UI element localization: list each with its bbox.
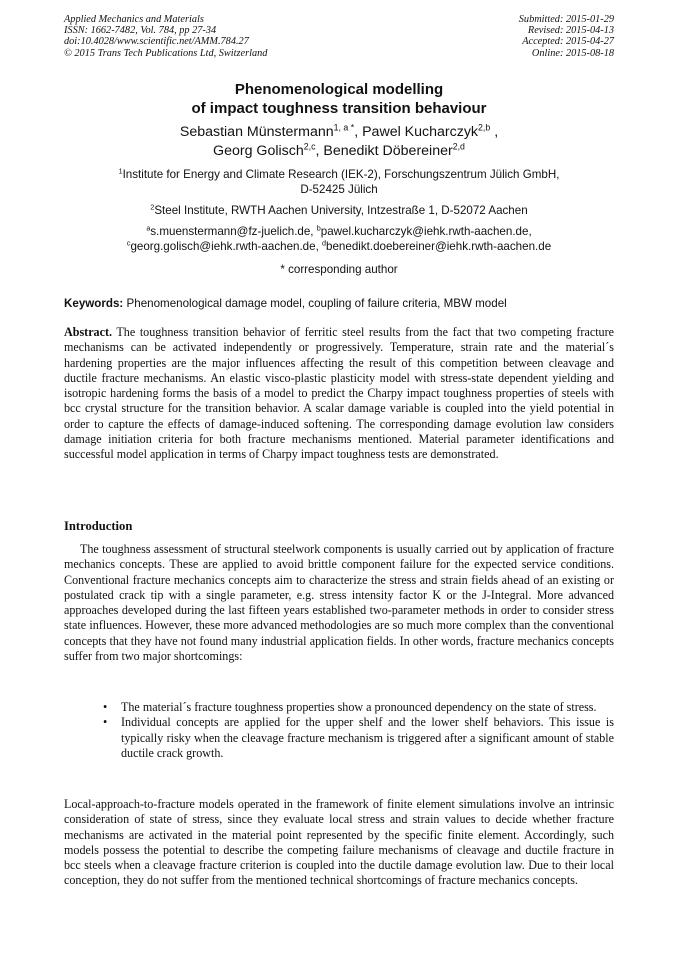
email-link[interactable]: benedikt.doebereiner@iehk.rwth-aachen.de <box>326 240 552 253</box>
copyright: © 2015 Trans Tech Publications Ltd, Switzerland <box>64 47 268 59</box>
affil-mark: 2 <box>150 202 155 212</box>
revised-date: Revised: 2015-04-13 <box>527 25 614 37</box>
author-affil-mark: 2,d <box>452 141 465 152</box>
keywords-label: Keywords: <box>64 297 124 310</box>
doi: doi:10.4028/www.scientific.net/AMM.784.27 <box>64 36 249 48</box>
abstract-text: The toughness transition behavior of ferritic steel results from the fact that two competing fracture mechanisms can be activated independently or progressively. Temperature, strain rate and the material´s hardening properties are the major influences affecting the result of this competition between cleavage and ductile fracture mechanisms. An elastic visco-plastic plasticity model with stress-state dependent yielding and isotropic hardening forms the basis of a model to predict the Charpy impact toughness properties of steels with bcc crystal structure for the transition behavior. A scalar damage variable is coupled into the yield potential in order to capture the effects of damage-induced softening. The corresponding damage evolution law considers damage initiation criteria for both fracture mechanisms mentioned. Material parameter identifications and successful model application in terms of Charpy impact toughness tests are demonstrated. <box>64 325 615 462</box>
affil-mark: 1 <box>118 166 123 176</box>
abstract-label: Abstract. <box>64 325 113 339</box>
abstract <box>64 325 614 463</box>
author-name: Sebastian Münstermann <box>179 124 334 140</box>
keywords-text: Phenomenological damage model, coupling of failure criteria, MBW model <box>126 297 507 310</box>
affil-city: D-52425 Jülich <box>300 183 378 196</box>
bullet-icon: • <box>103 700 108 714</box>
email-mark: c <box>126 238 131 248</box>
affiliation-1 <box>60 167 618 197</box>
journal-header-left <box>64 14 267 59</box>
submitted-date: Submitted: 2015-01-29 <box>518 14 614 25</box>
author-name: Benedikt Döbereiner <box>323 143 453 159</box>
intro-paragraph-2: Local-approach-to-fracture models operated in the framework of finite element simulations involve an intrinsic consideration of state of stress, since they evaluate local stress and strain values to decide whether fracture mechanisms are activated in the material point represented by the specific finite element. Accordingly, such models possess the potential to describe the competing failure mechanisms of cleavage and ductile fracture in bcc steels when a cleavage fracture criterion is coupled into the ductile damage evolution law. Due to their local conception, they do not suffer from the mentioned technical shortcomings of fracture mechanics concepts. <box>64 797 614 888</box>
issn-volume: ISSN: 1662-7482, Vol. 784, pp 27-34 <box>64 25 217 37</box>
section-heading-introduction: Introduction <box>64 519 133 533</box>
email-list <box>60 224 618 254</box>
list-item <box>64 715 614 761</box>
paper-title <box>0 80 678 118</box>
authors-line-1: Sebastian Münstermann$^{1, a *}$, Pawel Kucharczyk$^{2,b}$ , <box>179 122 499 140</box>
email-mark: d <box>322 238 327 248</box>
journal-header-right <box>519 14 614 59</box>
author-affil-mark: 2,c <box>303 141 316 152</box>
shortcomings-list <box>64 700 614 761</box>
author-name: Georg Golisch <box>213 143 304 159</box>
author-name: Pawel Kucharczyk <box>362 124 479 140</box>
list-item-text: The material´s fracture toughness properties show a pronounced dependency on the state of stress. <box>121 700 597 714</box>
author-affil-mark: 2,b <box>478 122 491 133</box>
bullet-icon: • <box>103 715 108 730</box>
email-mark: a <box>146 223 151 233</box>
author-list <box>0 123 678 161</box>
list-item-text: Individual concepts are applied for the upper shelf and the lower shelf behaviors. This issue is typically risky when the cleavage fracture mechanism is triggered after a significant amount of stable ductile crack growth. <box>121 715 614 760</box>
intro-paragraph-1: The toughness assessment of structural steelwork components is usually carried out by application of fracture mechanics concepts. These are applied to avoid brittle component failure for the expected service conditions. Conventional fracture mechanics concepts aim to characterize the stress and strain fields ahead of an existing or postulated crack tip with a single parameter, e.g. stress intensity factor K or the J-Integral. More advanced approaches developed during the last fifteen years established two-parameter methods in order to consider stress state influences. However, these more advanced methodologies are so much more complex than the conventional concepts that they have not found many industrial application fields. In other words, fracture mechanics concepts suffer from two major shortcomings: <box>64 542 614 664</box>
author-affil-mark: 1, a * <box>333 122 355 133</box>
title-line-1: Phenomenological modelling <box>234 81 444 98</box>
keywords <box>64 296 616 311</box>
authors-line-2: Georg Golisch$^{2,c}$, Benedikt Döbereiner$^{2,d}$ <box>213 141 465 159</box>
accepted-date: Accepted: 2015-04-27 <box>522 36 614 48</box>
title-line-2: of impact toughness transition behaviour <box>191 100 487 117</box>
email-mark: b <box>316 223 321 233</box>
corresponding-author-note: * corresponding author <box>280 263 398 276</box>
email-link[interactable]: pawel.kucharczyk@iehk.rwth-aachen.de, <box>320 225 532 238</box>
affiliation-2 <box>60 203 618 218</box>
online-date: Online: 2015-08-18 <box>531 47 614 59</box>
list-item <box>64 700 614 715</box>
email-link[interactable]: s.muenstermann@fz-juelich.de, <box>150 225 314 238</box>
journal-name: Applied Mechanics and Materials <box>64 14 204 25</box>
affil-text: Institute for Energy and Climate Research (IEK-2), Forschungszentrum Jülich GmbH, <box>122 168 560 181</box>
email-link[interactable]: georg.golisch@iehk.rwth-aachen.de, <box>130 240 319 253</box>
affil-text: Steel Institute, RWTH Aachen University, Intzestraße 1, D-52072 Aachen <box>154 204 528 217</box>
